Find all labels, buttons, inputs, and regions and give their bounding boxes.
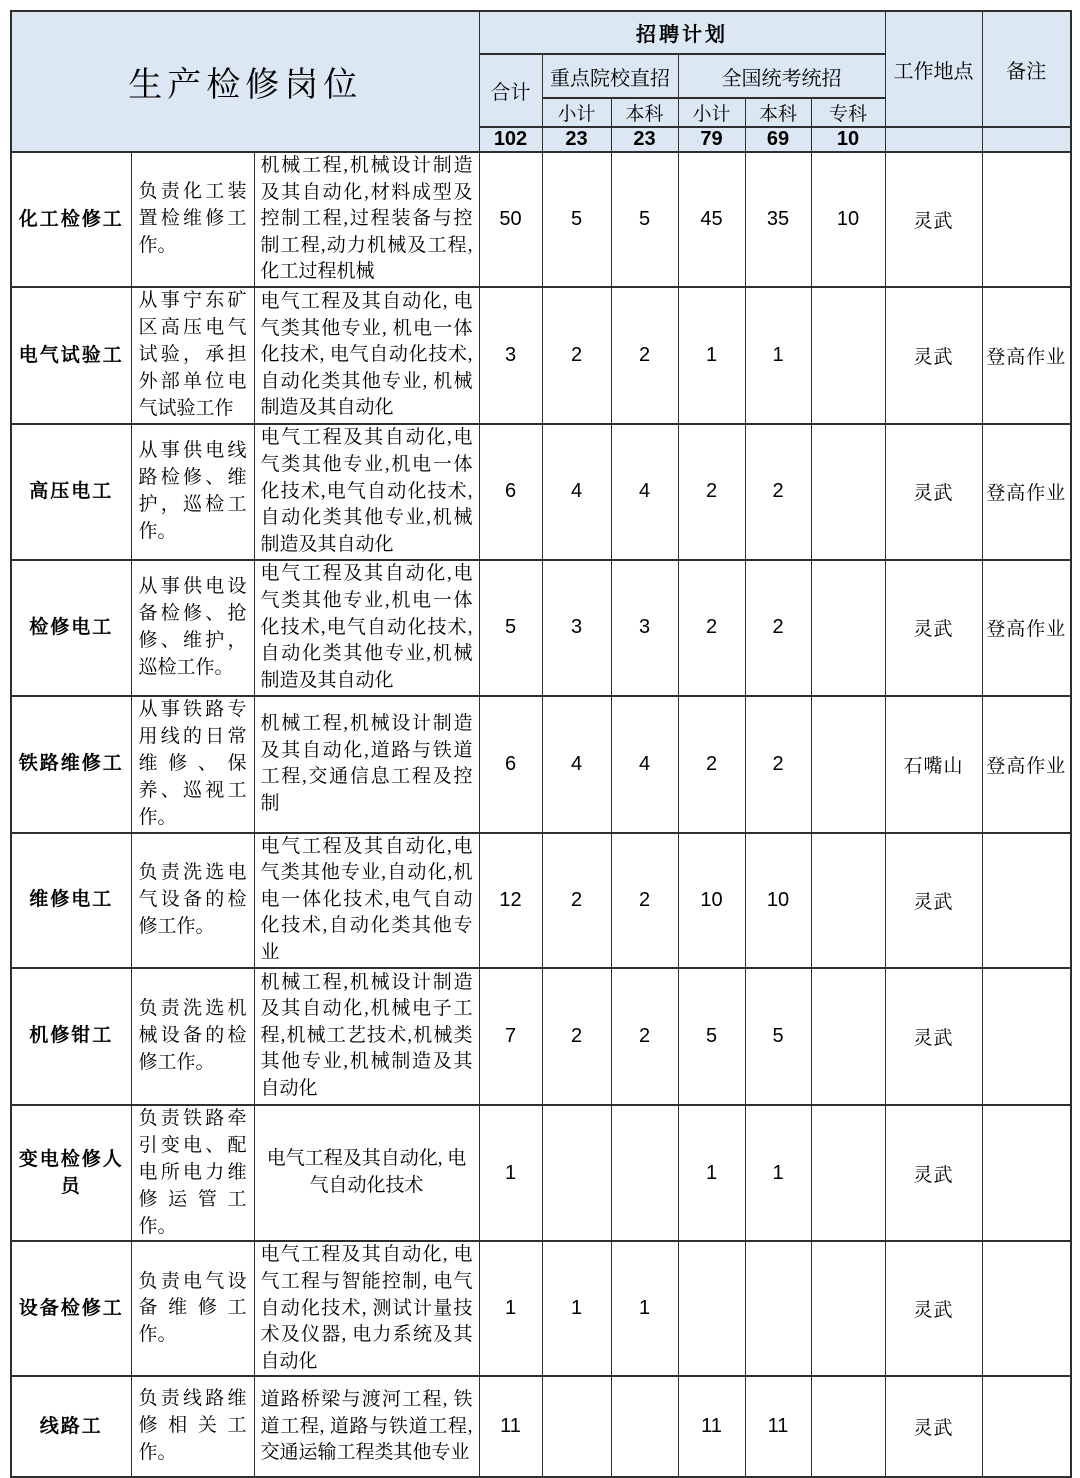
cell-remarks bbox=[982, 1241, 1071, 1376]
cell-nat-subtotal: 45 bbox=[678, 152, 745, 287]
header-row-1 bbox=[11, 11, 1071, 54]
cell-remarks: 登高作业 bbox=[982, 424, 1071, 560]
cell-nat-college: 10 bbox=[811, 152, 885, 287]
post-majors: 电气工程及其自动化,电气类其他专业,自动化,机电一体化技术,电气自动化技术,自动化类其他专业 bbox=[254, 833, 479, 968]
table-row bbox=[11, 560, 1071, 696]
post-duty: 负责线路维修相关工作。 bbox=[131, 1376, 254, 1477]
cell-key-subtotal bbox=[542, 1376, 611, 1477]
cell-remarks bbox=[982, 152, 1071, 287]
cell-nat-bachelor: 2 bbox=[745, 424, 811, 560]
cell-nat-bachelor: 11 bbox=[745, 1376, 811, 1477]
col-header-nat-bachelor: 本科 bbox=[745, 98, 811, 127]
table-row bbox=[11, 696, 1071, 833]
cell-nat-college bbox=[811, 1105, 885, 1242]
post-majors: 电气工程及其自动化,电气类其他专业,机电一体化技术,电气自动化技术,自动化类其他专业,机械制造及其自动化 bbox=[254, 560, 479, 696]
table-row bbox=[11, 1376, 1071, 1477]
post-majors: 电气工程及其自动化, 电气自动化技术 bbox=[254, 1105, 479, 1242]
cell-key-bachelor: 5 bbox=[611, 152, 678, 287]
post-majors: 电气工程及其自动化, 电气工程与智能控制, 电气自动化技术, 测试计量技术及仪器, 电力系统及其自动化 bbox=[254, 1241, 479, 1376]
cell-key-bachelor: 4 bbox=[611, 424, 678, 560]
cell-remarks bbox=[982, 968, 1071, 1105]
cell-remarks: 登高作业 bbox=[982, 287, 1071, 424]
post-duty: 从事供电线路检修、维护，巡检工作。 bbox=[131, 424, 254, 560]
cell-nat-bachelor: 1 bbox=[745, 287, 811, 424]
cell-remarks bbox=[982, 1105, 1071, 1242]
cell-nat-subtotal: 2 bbox=[678, 424, 745, 560]
cell-total: 5 bbox=[479, 560, 542, 696]
post-duty: 负责铁路牵引变电、配电所电力维修运管工作。 bbox=[131, 1105, 254, 1242]
post-name: 电气试验工 bbox=[11, 287, 131, 424]
cell-remarks bbox=[982, 1376, 1071, 1477]
cell-total: 12 bbox=[479, 833, 542, 968]
cell-nat-subtotal: 1 bbox=[678, 287, 745, 424]
post-majors: 电气工程及其自动化,电气类其他专业,机电一体化技术,电气自动化技术,自动化类其他专业,机械制造及其自动化 bbox=[254, 424, 479, 560]
post-majors: 机械工程,机械设计制造及其自动化,道路与铁道工程,交通信息工程及控制 bbox=[254, 696, 479, 833]
cell-nat-bachelor bbox=[745, 1241, 811, 1376]
cell-remarks bbox=[982, 833, 1071, 968]
cell-nat-bachelor: 5 bbox=[745, 968, 811, 1105]
totals-remarks-blank bbox=[982, 127, 1071, 152]
table-row bbox=[11, 424, 1071, 560]
cell-nat-bachelor: 35 bbox=[745, 152, 811, 287]
col-header-nat-subtotal: 小计 bbox=[678, 98, 745, 127]
cell-location: 灵武 bbox=[885, 1376, 982, 1477]
totals-nat-bachelor: 69 bbox=[745, 127, 811, 152]
cell-total: 11 bbox=[479, 1376, 542, 1477]
col-header-key-direct: 重点院校直招 bbox=[542, 54, 678, 98]
cell-location: 灵武 bbox=[885, 1105, 982, 1242]
cell-total: 1 bbox=[479, 1105, 542, 1242]
cell-location: 灵武 bbox=[885, 424, 982, 560]
cell-nat-college bbox=[811, 696, 885, 833]
cell-nat-college bbox=[811, 1241, 885, 1376]
cell-key-bachelor: 2 bbox=[611, 287, 678, 424]
cell-nat-college bbox=[811, 1376, 885, 1477]
cell-key-subtotal: 2 bbox=[542, 968, 611, 1105]
table-row bbox=[11, 287, 1071, 424]
cell-key-subtotal: 4 bbox=[542, 424, 611, 560]
post-name: 线路工 bbox=[11, 1376, 131, 1477]
post-majors: 道路桥梁与渡河工程, 铁道工程, 道路与铁道工程, 交通运输工程类其他专业 bbox=[254, 1376, 479, 1477]
cell-location: 灵武 bbox=[885, 152, 982, 287]
totals-key-bachelor: 23 bbox=[611, 127, 678, 152]
cell-remarks: 登高作业 bbox=[982, 560, 1071, 696]
post-duty: 从事铁路专用线的日常维修、保养、巡视工作。 bbox=[131, 696, 254, 833]
post-majors: 电气工程及其自动化, 电气类其他专业, 机电一体化技术, 电气自动化技术, 自动化类其他专业, 机械制造及其自动化 bbox=[254, 287, 479, 424]
cell-total: 7 bbox=[479, 968, 542, 1105]
cell-nat-college bbox=[811, 560, 885, 696]
post-name: 高压电工 bbox=[11, 424, 131, 560]
post-majors: 机械工程,机械设计制造及其自动化,机械电子工程,机械工艺技术,机械类其他专业,机械制造及其自动化 bbox=[254, 968, 479, 1105]
cell-nat-college bbox=[811, 424, 885, 560]
post-duty: 负责化工装置检维修工作。 bbox=[131, 152, 254, 287]
cell-nat-bachelor: 1 bbox=[745, 1105, 811, 1242]
post-name: 化工检修工 bbox=[11, 152, 131, 287]
cell-nat-subtotal: 1 bbox=[678, 1105, 745, 1242]
cell-nat-subtotal: 11 bbox=[678, 1376, 745, 1477]
page-title: 生产检修岗位 bbox=[11, 11, 479, 152]
col-header-total: 合计 bbox=[479, 54, 542, 127]
cell-key-bachelor bbox=[611, 1105, 678, 1242]
col-header-recruit-plan: 招聘计划 bbox=[479, 11, 885, 54]
cell-key-bachelor bbox=[611, 1376, 678, 1477]
cell-location: 灵武 bbox=[885, 287, 982, 424]
col-header-national-exam: 全国统考统招 bbox=[678, 54, 885, 98]
cell-key-bachelor: 2 bbox=[611, 968, 678, 1105]
post-majors: 机械工程,机械设计制造及其自动化,材料成型及控制工程,过程装备与控制工程,动力机械及工程,化工过程机械 bbox=[254, 152, 479, 287]
col-header-key-subtotal: 小计 bbox=[542, 98, 611, 127]
cell-key-bachelor: 1 bbox=[611, 1241, 678, 1376]
cell-location: 灵武 bbox=[885, 968, 982, 1105]
post-name: 变电检修人员 bbox=[11, 1105, 131, 1242]
cell-nat-college bbox=[811, 833, 885, 968]
table-row bbox=[11, 152, 1071, 287]
cell-nat-bachelor: 10 bbox=[745, 833, 811, 968]
cell-key-bachelor: 3 bbox=[611, 560, 678, 696]
cell-total: 1 bbox=[479, 1241, 542, 1376]
post-duty: 负责洗选机械设备的检修工作。 bbox=[131, 968, 254, 1105]
cell-key-bachelor: 4 bbox=[611, 696, 678, 833]
cell-nat-subtotal: 5 bbox=[678, 968, 745, 1105]
totals-location-blank bbox=[885, 127, 982, 152]
totals-key-subtotal: 23 bbox=[542, 127, 611, 152]
cell-nat-bachelor: 2 bbox=[745, 560, 811, 696]
col-header-location: 工作地点 bbox=[885, 11, 982, 127]
post-duty: 从事供电设备检修、抢修、维护，巡检工作。 bbox=[131, 560, 254, 696]
cell-key-subtotal: 1 bbox=[542, 1241, 611, 1376]
cell-remarks: 登高作业 bbox=[982, 696, 1071, 833]
cell-key-subtotal: 4 bbox=[542, 696, 611, 833]
cell-nat-college bbox=[811, 968, 885, 1105]
cell-key-subtotal: 2 bbox=[542, 833, 611, 968]
totals-total: 102 bbox=[479, 127, 542, 152]
cell-location: 灵武 bbox=[885, 833, 982, 968]
post-duty: 从事宁东矿区高压电气试验，承担外部单位电气试验工作 bbox=[131, 287, 254, 424]
cell-total: 6 bbox=[479, 696, 542, 833]
cell-total: 50 bbox=[479, 152, 542, 287]
post-name: 检修电工 bbox=[11, 560, 131, 696]
col-header-remarks: 备注 bbox=[982, 11, 1071, 127]
cell-key-bachelor: 2 bbox=[611, 833, 678, 968]
post-name: 机修钳工 bbox=[11, 968, 131, 1105]
cell-location: 灵武 bbox=[885, 1241, 982, 1376]
cell-key-subtotal: 2 bbox=[542, 287, 611, 424]
col-header-nat-college: 专科 bbox=[811, 98, 885, 127]
cell-key-subtotal bbox=[542, 1105, 611, 1242]
table-row bbox=[11, 968, 1071, 1105]
cell-key-subtotal: 5 bbox=[542, 152, 611, 287]
totals-nat-subtotal: 79 bbox=[678, 127, 745, 152]
cell-total: 3 bbox=[479, 287, 542, 424]
cell-nat-subtotal bbox=[678, 1241, 745, 1376]
post-duty: 负责洗选电气设备的检修工作。 bbox=[131, 833, 254, 968]
table-row bbox=[11, 1105, 1071, 1242]
cell-nat-subtotal: 2 bbox=[678, 560, 745, 696]
cell-nat-subtotal: 2 bbox=[678, 696, 745, 833]
cell-nat-bachelor: 2 bbox=[745, 696, 811, 833]
cell-nat-subtotal: 10 bbox=[678, 833, 745, 968]
post-duty: 负责电气设备维修工作。 bbox=[131, 1241, 254, 1376]
table-row bbox=[11, 833, 1071, 968]
totals-nat-college: 10 bbox=[811, 127, 885, 152]
col-header-key-bachelor: 本科 bbox=[611, 98, 678, 127]
cell-location: 石嘴山 bbox=[885, 696, 982, 833]
post-name: 设备检修工 bbox=[11, 1241, 131, 1376]
cell-total: 6 bbox=[479, 424, 542, 560]
cell-nat-college bbox=[811, 287, 885, 424]
cell-location: 灵武 bbox=[885, 560, 982, 696]
cell-key-subtotal: 3 bbox=[542, 560, 611, 696]
post-name: 维修电工 bbox=[11, 833, 131, 968]
recruitment-plan-table bbox=[10, 10, 1072, 1478]
post-name: 铁路维修工 bbox=[11, 696, 131, 833]
table-row bbox=[11, 1241, 1071, 1376]
